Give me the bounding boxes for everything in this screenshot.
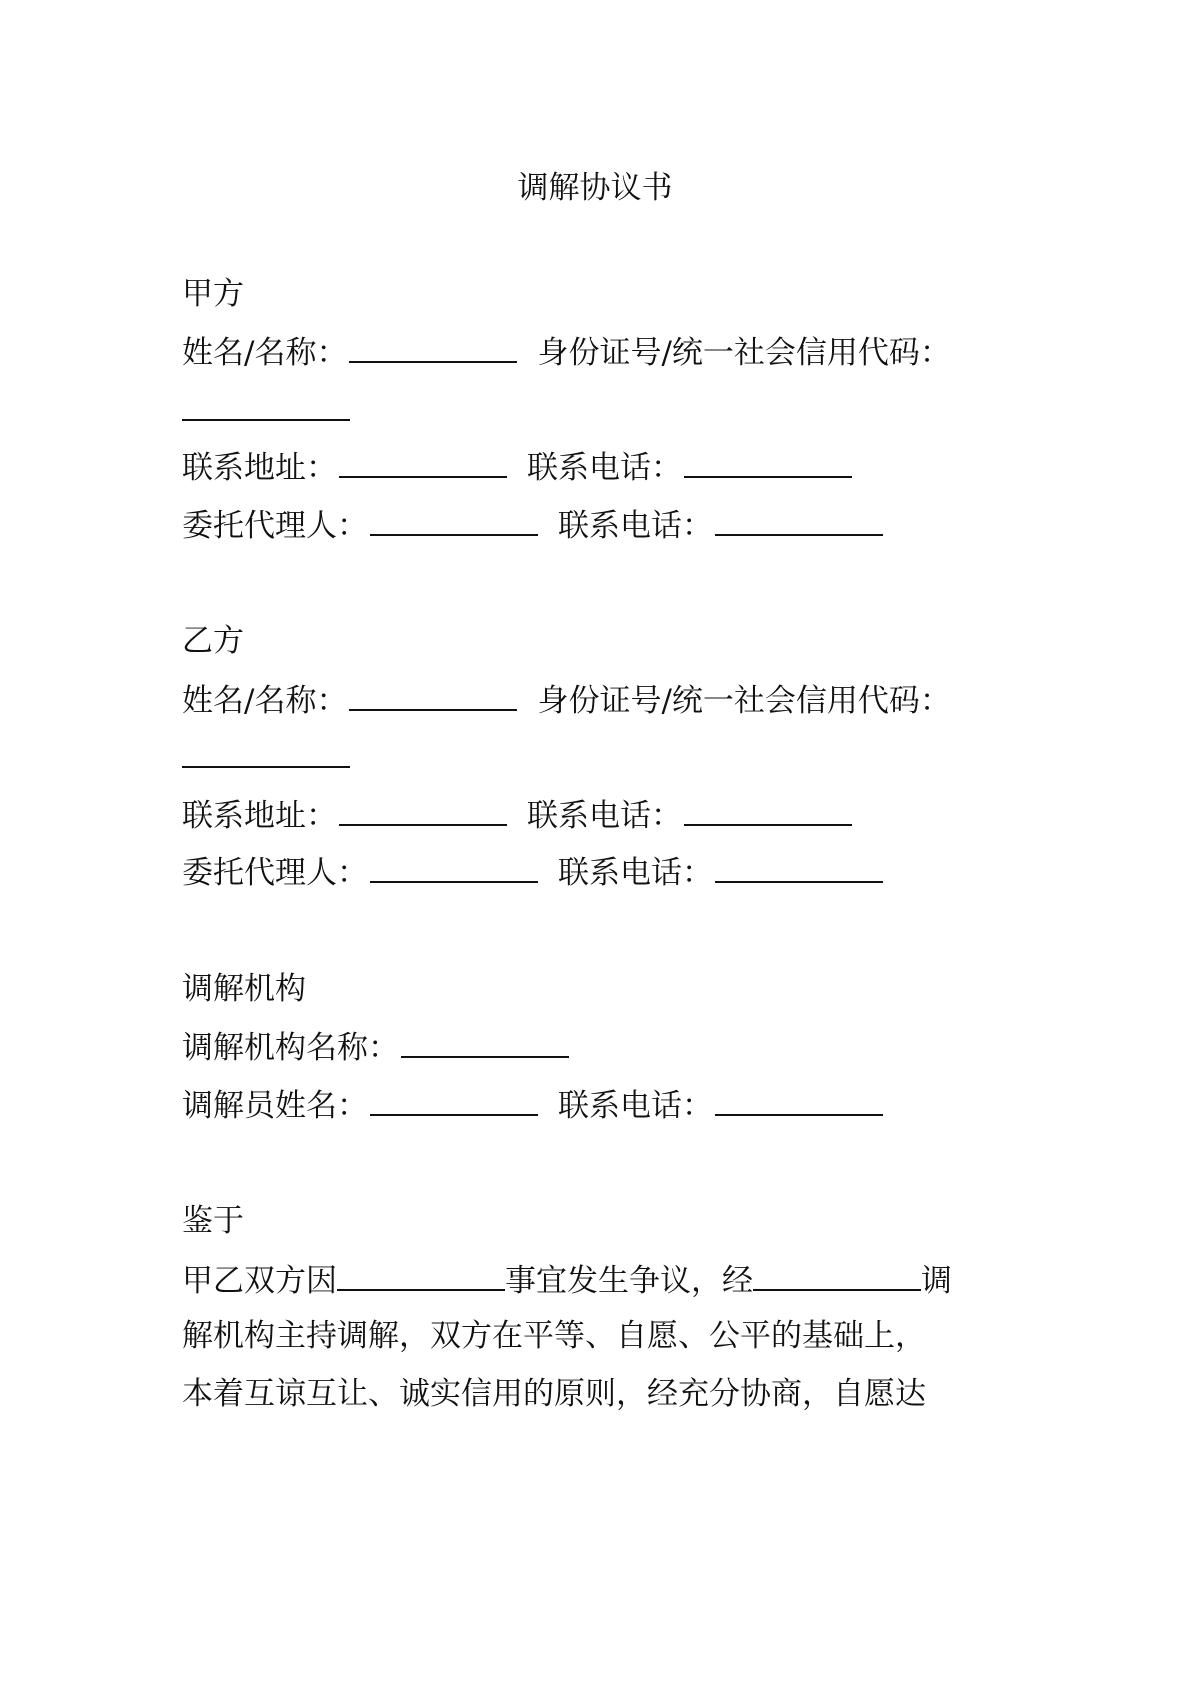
party-a-agent-phone-blank[interactable] xyxy=(715,504,883,536)
party-b-agent-label: 委托代理人： xyxy=(182,855,368,891)
party-b-name-label: 姓名/名称： xyxy=(182,683,348,719)
party-a-phone-blank[interactable] xyxy=(684,446,852,478)
mediation-phone-label: 联系电话： xyxy=(558,1088,713,1124)
party-b-id-label: 身份证号/统一社会信用代码： xyxy=(537,683,951,719)
party-b-name-row xyxy=(182,679,951,721)
party-a-name-row xyxy=(182,331,951,373)
party-a-id-row xyxy=(182,389,356,431)
party-b-address-blank[interactable] xyxy=(339,794,507,826)
party-b-agent-phone-label: 联系电话： xyxy=(558,855,713,891)
party-a-agent-label: 委托代理人： xyxy=(182,508,368,544)
party-b-phone-label: 联系电话： xyxy=(527,798,682,834)
party-a-id-blank[interactable] xyxy=(182,389,350,421)
mediation-heading: 调解机构 xyxy=(182,971,306,1007)
whereas-text-3: 调 xyxy=(921,1263,952,1299)
dispute-matter-blank[interactable] xyxy=(337,1259,505,1291)
party-a-address-row xyxy=(182,446,858,488)
mediator-blank[interactable] xyxy=(370,1084,538,1116)
party-b-id-blank[interactable] xyxy=(182,736,350,768)
party-b-address-label: 联系地址： xyxy=(182,798,337,834)
party-a-name-label: 姓名/名称： xyxy=(182,335,348,371)
party-a-address-blank[interactable] xyxy=(339,446,507,478)
party-b-phone-blank[interactable] xyxy=(684,794,852,826)
party-a-agent-phone-label: 联系电话： xyxy=(558,508,713,544)
mediation-org-row xyxy=(182,1026,575,1068)
party-b-address-row xyxy=(182,794,858,836)
mediator-label: 调解员姓名： xyxy=(182,1088,368,1124)
party-a-address-label: 联系地址： xyxy=(182,450,337,486)
mediation-org-label: 调解机构名称： xyxy=(182,1030,399,1066)
party-b-agent-row xyxy=(182,851,889,893)
whereas-line-2: 解机构主持调解，双方在平等、自愿、公平的基础上， xyxy=(182,1318,926,1354)
party-a-heading: 甲方 xyxy=(182,276,244,312)
mediation-org-blank[interactable] xyxy=(401,1026,569,1058)
whereas-line-3: 本着互谅互让、诚实信用的原则，经充分协商，自愿达 xyxy=(182,1376,926,1412)
party-b-id-row xyxy=(182,736,356,778)
party-b-agent-blank[interactable] xyxy=(370,851,538,883)
party-a-agent-blank[interactable] xyxy=(370,504,538,536)
whereas-line-1 xyxy=(182,1259,952,1301)
mediator-row xyxy=(182,1084,889,1126)
party-b-agent-phone-blank[interactable] xyxy=(715,851,883,883)
mediation-org-inline-blank[interactable] xyxy=(753,1259,921,1291)
mediation-phone-blank[interactable] xyxy=(715,1084,883,1116)
party-b-heading: 乙方 xyxy=(182,623,244,659)
party-a-phone-label: 联系电话： xyxy=(527,450,682,486)
party-a-name-blank[interactable] xyxy=(349,331,517,363)
whereas-heading: 鉴于 xyxy=(182,1203,244,1239)
party-a-id-label: 身份证号/统一社会信用代码： xyxy=(537,335,951,371)
party-a-agent-row xyxy=(182,504,889,546)
whereas-text-1: 甲乙双方因 xyxy=(182,1263,337,1299)
party-b-name-blank[interactable] xyxy=(349,679,517,711)
document-title: 调解协议书 xyxy=(517,170,673,206)
whereas-text-2: 事宜发生争议，经 xyxy=(505,1263,753,1299)
